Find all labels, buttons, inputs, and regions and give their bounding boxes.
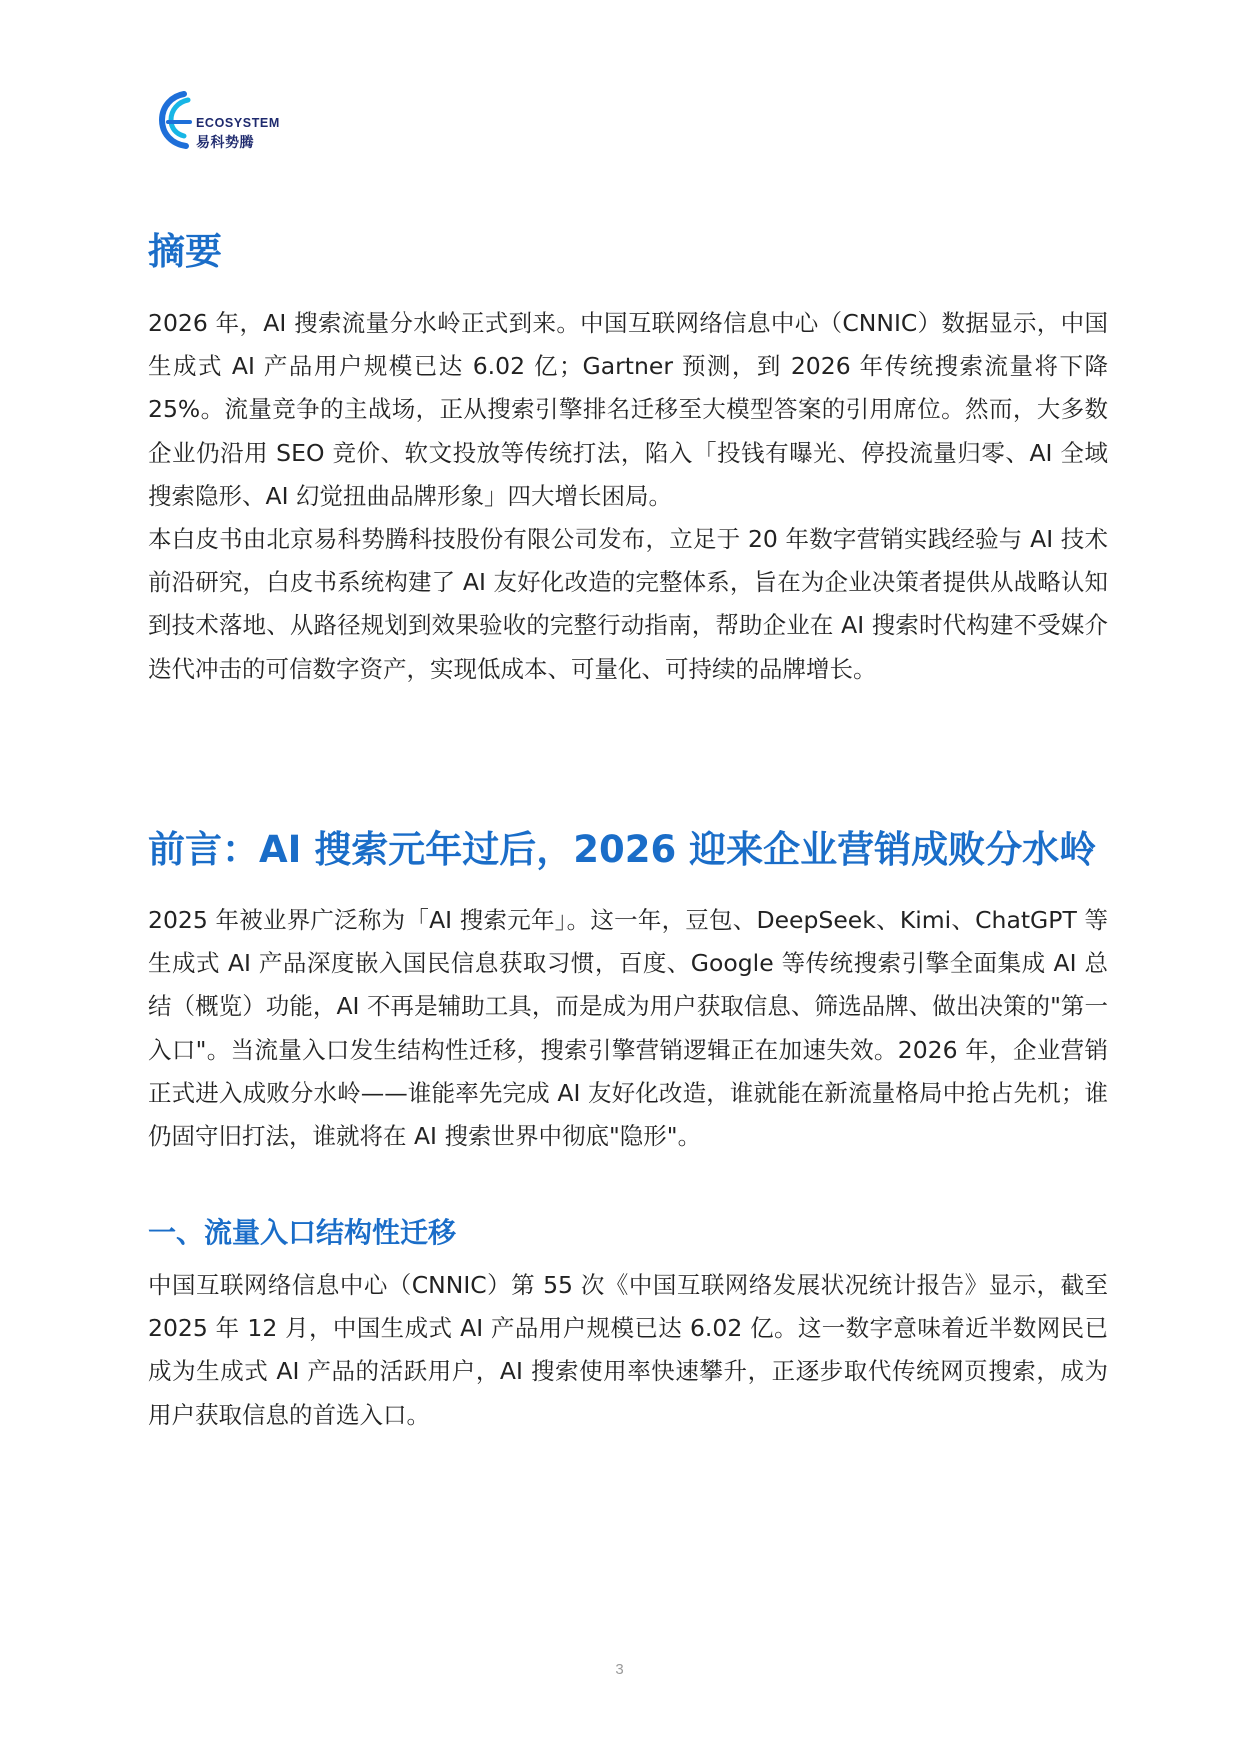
logo-text-cn: 易科势腾: [196, 135, 254, 151]
logo-text-en: ECOSYSTEM: [196, 116, 280, 130]
abstract-paragraph-1: 2026 年，AI 搜索流量分水岭正式到来。中国互联网络信息中心（CNNIC）数据显示，中国生成式 AI 产品用户规模已达 6.02 亿；Gartner 预测，到 2026 年传统搜索流量将下降 25%。流量竞争的主战场，正从搜索引擎排名迁移至大模型答案的引用席位。然而，大多数企业仍沿用 SEO 竞价、软文投放等传统打法，陷入「投钱有曝光、停投流量归零、AI 全域搜索隐形、AI 幻觉扭曲品牌形象」四大增长困局。: [148, 309, 1108, 510]
section-one-body: [148, 1264, 1108, 1437]
abstract-title: 摘要: [148, 230, 222, 273]
section-one-title: 一、流量入口结构性迁移: [148, 1216, 457, 1249]
foreword-paragraph: 2025 年被业界广泛称为「AI 搜索元年」。这一年，豆包、DeepSeek、Kimi、ChatGPT 等生成式 AI 产品深度嵌入国民信息获取习惯，百度、Google 等传统搜索引擎全面集成 AI 总结（概览）功能，AI 不再是辅助工具，而是成为用户获取信息、筛选品牌、做出决策的"第一入口"。当流量入口发生结构性迁移，搜索引擎营销逻辑正在加速失效。2026 年，企业营销正式进入成败分水岭——谁能率先完成 AI 友好化改造，谁就能在新流量格局中抢占先机；谁仍固守旧打法，谁就将在 AI 搜索世界中彻底"隐形"。: [148, 906, 1108, 1151]
page-number: 3: [615, 1661, 624, 1678]
foreword-title: 前言：AI 搜索元年过后，2026 迎来企业营销成败分水岭: [148, 828, 1097, 871]
section-one: [148, 1213, 1108, 1253]
abstract-body: [148, 302, 1108, 691]
abstract-section: [148, 228, 1108, 276]
abstract-paragraph-2: 本白皮书由北京易科势腾科技股份有限公司发布，立足于 20 年数字营销实践经验与 AI 技术前沿研究，白皮书系统构建了 AI 友好化改造的完整体系，旨在为企业决策者提供从战略认知到技术落地、从路径规划到效果验收的完整行动指南，帮助企业在 AI 搜索时代构建不受媒介迭代冲击的可信数字资产，实现低成本、可量化、可持续的品牌增长。: [148, 525, 1108, 683]
foreword-section: [148, 826, 1108, 874]
foreword-body: [148, 899, 1108, 1158]
company-logo: [158, 90, 298, 156]
section-one-paragraph: 中国互联网络信息中心（CNNIC）第 55 次《中国互联网络发展状况统计报告》显示，截至 2025 年 12 月，中国生成式 AI 产品用户规模已达 6.02 亿。这一数字意味着近半数网民已成为生成式 AI 产品的活跃用户，AI 搜索使用率快速攀升，正逐步取代传统网页搜索，成为用户获取信息的首选入口。: [148, 1271, 1108, 1429]
